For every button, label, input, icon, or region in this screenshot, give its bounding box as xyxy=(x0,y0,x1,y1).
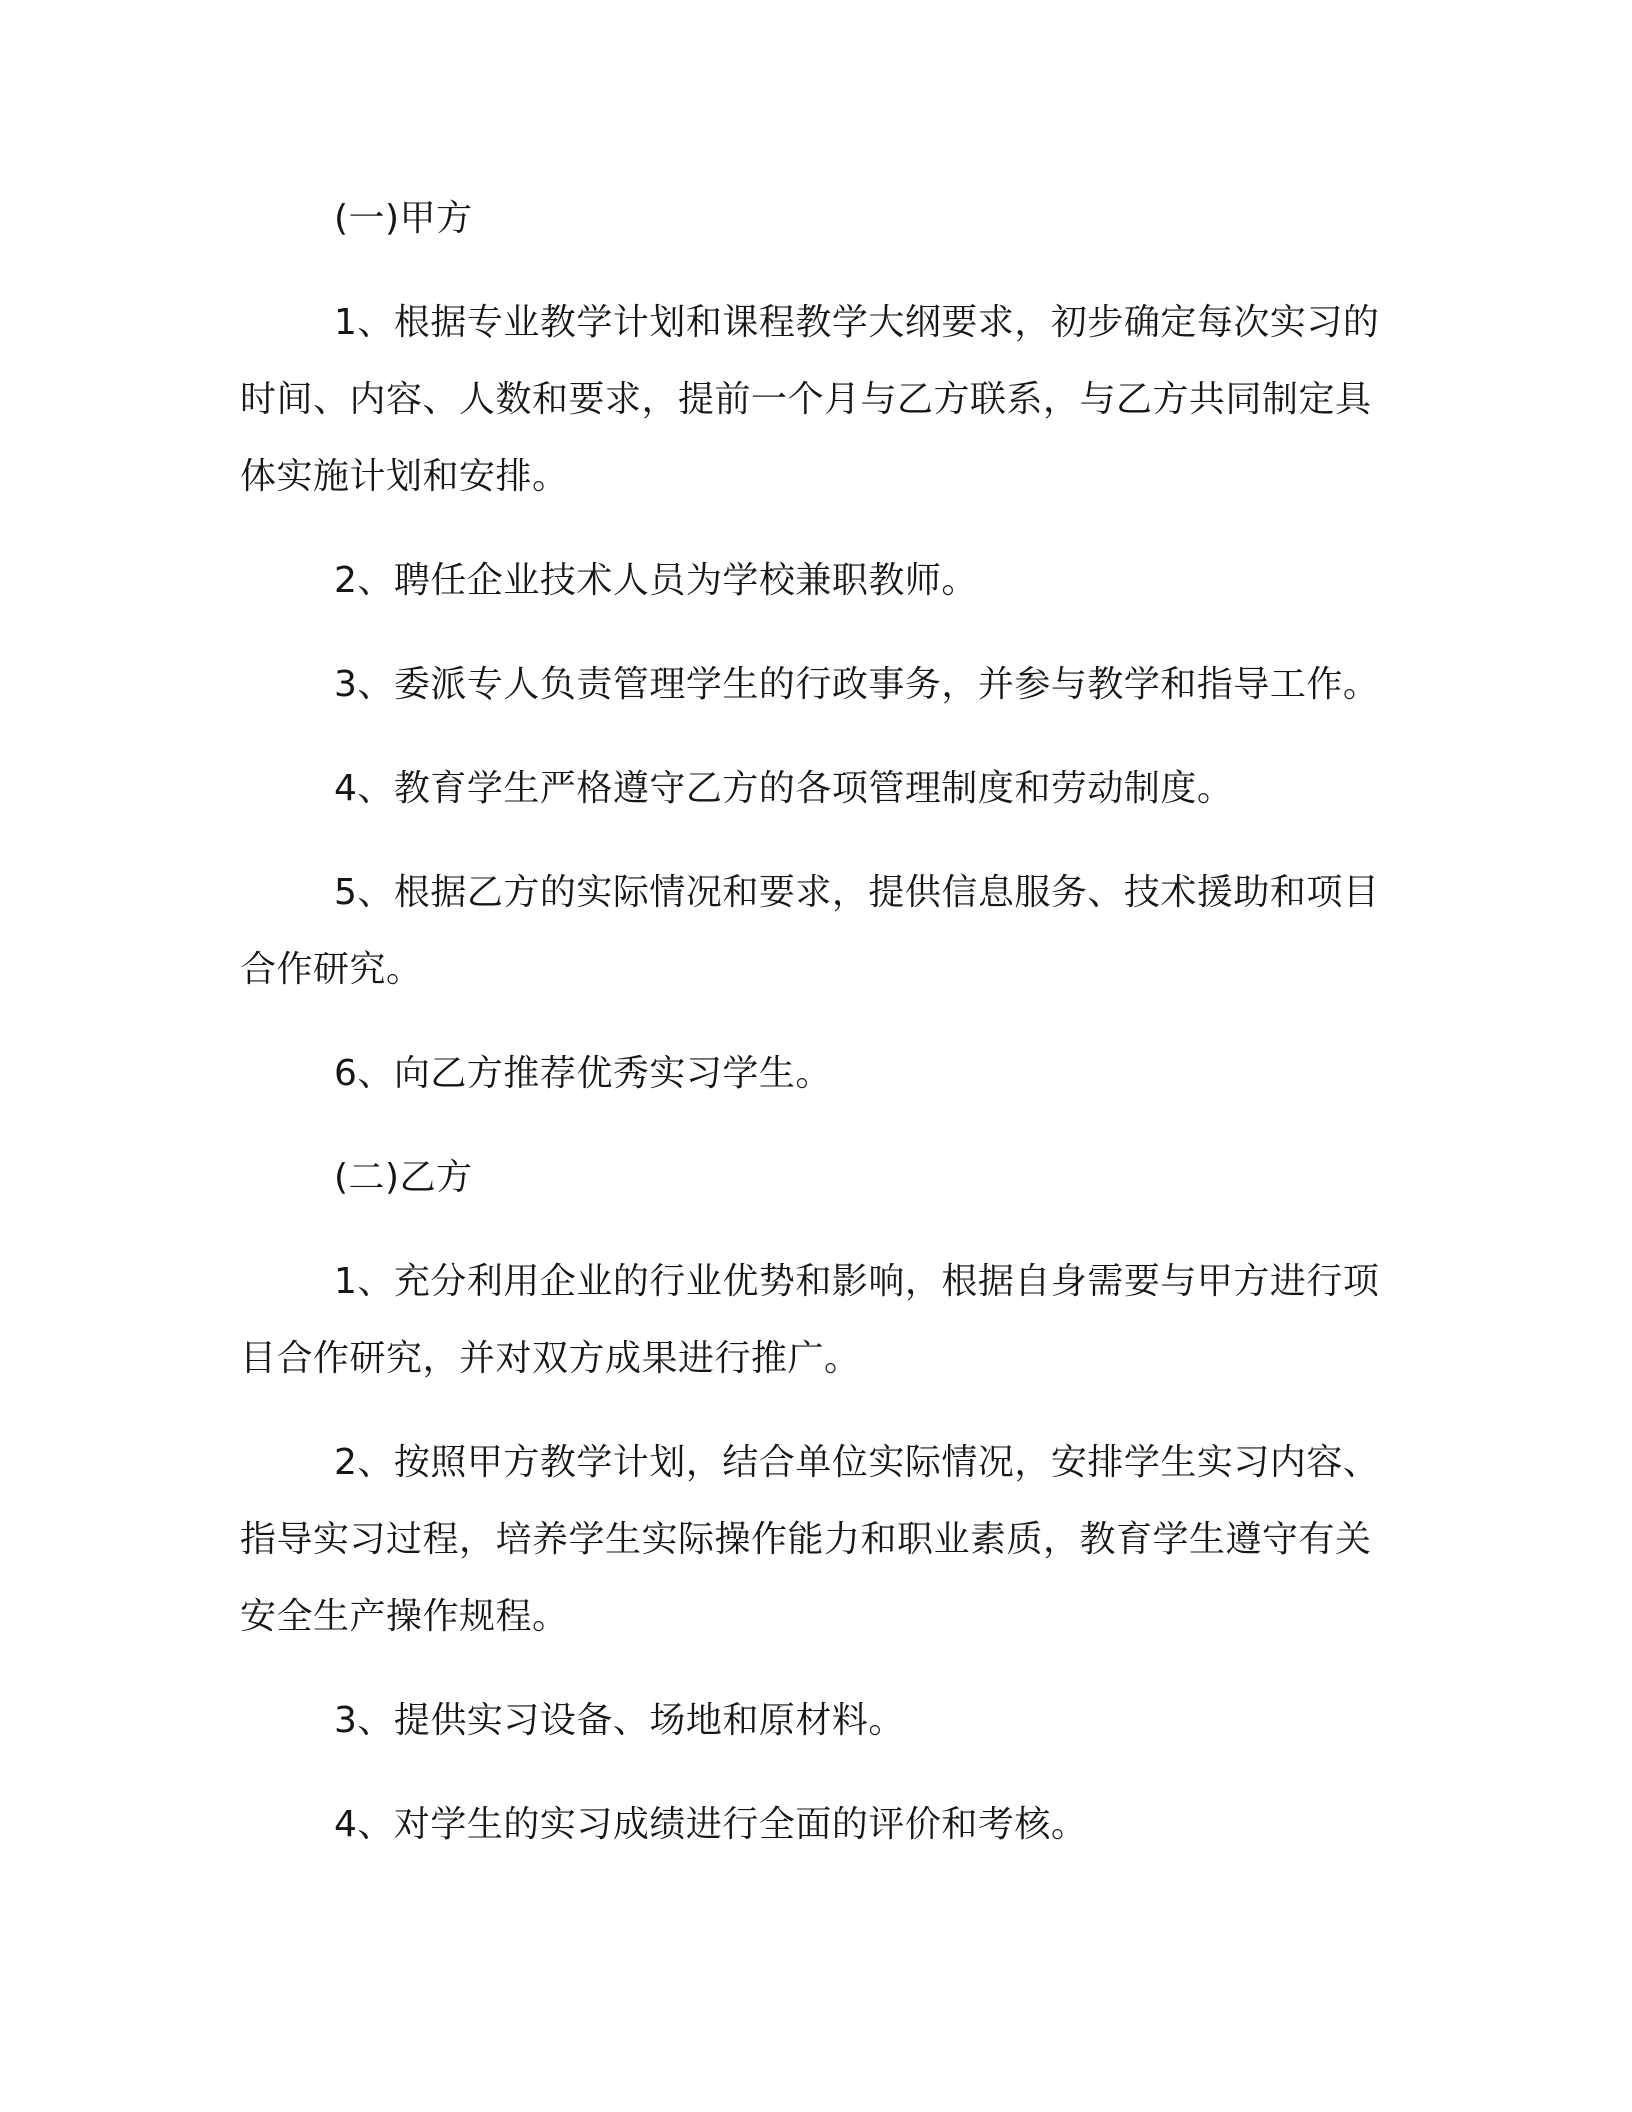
party-b-item-2: 2、按照甲方教学计划，结合单位实际情况，安排学生实习内容、指导实习过程，培养学生实际操作能力和职业素质，教育学生遵守有关安全生产操作规程。 xyxy=(240,1442,1380,1637)
party-b-item-4: 4、对学生的实习成绩进行全面的评价和考核。 xyxy=(334,1804,1088,1845)
document-body xyxy=(240,180,1390,1890)
party-a-item-3: 3、委派专人负责管理学生的行政事务，并参与教学和指导工作。 xyxy=(334,664,1380,705)
party-a-item-1: 1、根据专业教学计划和课程教学大纲要求，初步确定每次实习的时间、内容、人数和要求，提前一个月与乙方联系，与乙方共同制定具体实施计划和安排。 xyxy=(240,302,1380,497)
party-a-item-5: 5、根据乙方的实际情况和要求，提供信息服务、技术援助和项目合作研究。 xyxy=(240,872,1380,990)
section-heading-party-a: (一)甲方 xyxy=(334,198,473,239)
party-a-item-4: 4、教育学生严格遵守乙方的各项管理制度和劳动制度。 xyxy=(334,768,1234,809)
party-a-item-6: 6、向乙方推荐优秀实习学生。 xyxy=(334,1053,832,1094)
party-b-item-3: 3、提供实习设备、场地和原材料。 xyxy=(334,1700,905,1741)
party-b-item-1: 1、充分利用企业的行业优势和影响，根据自身需要与甲方进行项目合作研究，并对双方成果进行推广。 xyxy=(240,1261,1380,1379)
section-heading-party-b: (二)乙方 xyxy=(334,1157,473,1198)
party-a-item-2: 2、聘任企业技术人员为学校兼职教师。 xyxy=(334,560,978,601)
